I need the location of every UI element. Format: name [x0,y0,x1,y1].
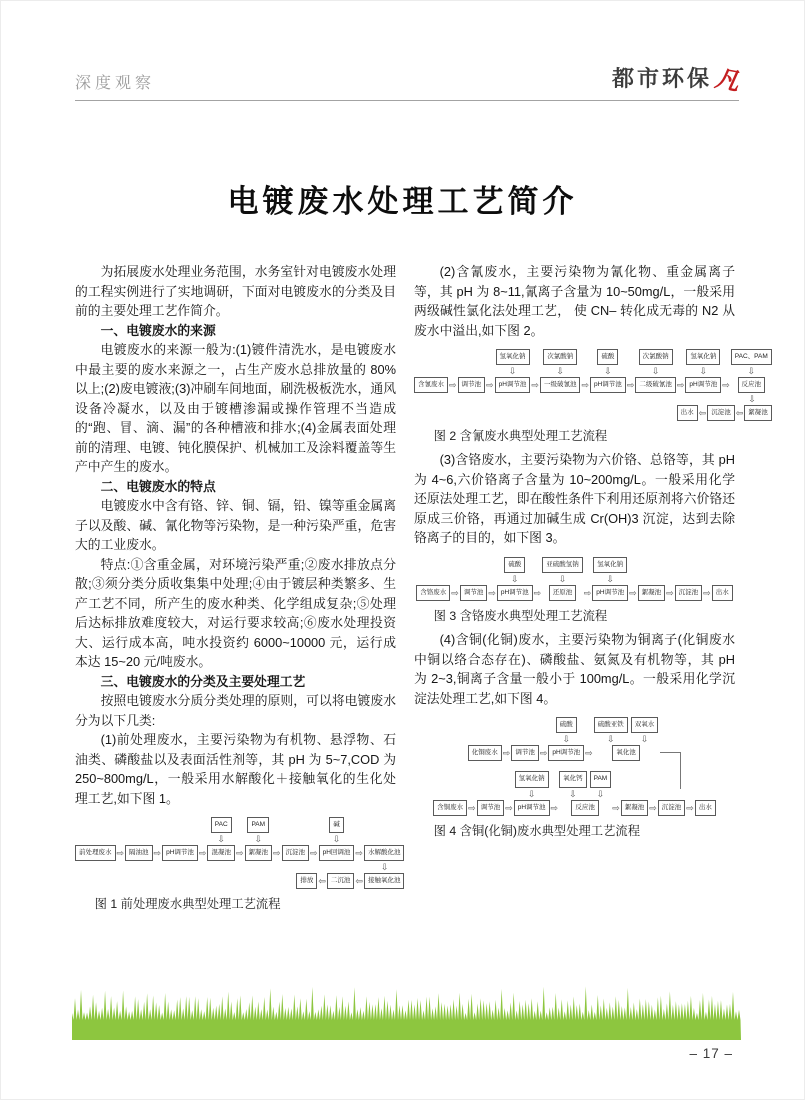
figure4-caption: 图 4 含铜(化铜)废水典型处理工艺流程 [433,823,640,838]
process-box: 二沉池 [327,873,355,889]
process-box: 化铜废水 [468,745,502,761]
arrow-left-icon: ⇦ [698,408,707,419]
arrow-down-icon: ⇩ [748,394,756,405]
arrow-right-icon: ⇨ [629,588,637,599]
reagent-group [211,817,232,845]
flow-unit [207,817,235,861]
paragraph-sources: 电镀废水的来源一般为:(1)镀件清洗水，是电镀废水中最主要的废水来源之一，占生产废水总排放量的 80%以上;(2)废电镀液;(3)冲刷车间地面，刷洗极板洗水，通风设备冷凝水，以及由于镀槽渗漏或操作管理不当造成的“跑、冒、滴、漏”的各种槽液和排水;(4)金属表面处理前的清理、电镀、钝化膜保护、机械加工及涂料覆盖等生产中产生的废水。 [75,342,396,474]
brand-name: 都市环保 [611,66,712,91]
arrow-right-icon: ⇨ [676,380,685,391]
flow-unit [477,800,505,816]
process-box: 含铜废水 [433,800,467,816]
flow-row [433,771,716,815]
figure-1 [75,817,401,889]
process-box: 氧化池 [612,745,640,761]
arrow-down-icon: ⇩ [254,834,263,845]
article-title: 电镀废水处理工艺简介 [227,184,578,219]
process-box: pH调节池 [548,745,584,761]
header-divider [75,100,739,101]
branch-row [75,873,404,889]
reagent [496,349,530,377]
flow-unit [594,717,659,761]
arrow-right-icon: ⇨ [198,848,207,859]
left-column [75,262,401,918]
reagent-box: PAM [247,817,269,833]
arrow-right-icon: ⇨ [666,588,674,599]
process-box: pH调节池 [590,377,626,393]
figure-3 [414,557,735,601]
flow-unit [458,377,486,393]
reagent-group [731,349,772,377]
reagent-group [597,349,618,377]
arrow-down-icon: ⇩ [562,734,571,745]
arrow-down-icon: ⇩ [606,574,614,584]
reagent [597,349,618,377]
flow-unit [542,557,583,601]
process-box: 絮凝池 [245,845,273,861]
flow-unit [75,845,116,861]
arrow-right-icon: ⇨ [116,848,125,859]
arrow-down-icon: ⇩ [699,366,708,377]
arrow-down-icon: ⇩ [606,734,615,745]
branch-row [414,405,772,421]
flow-unit [497,557,533,601]
arrow-right-icon: ⇨ [581,380,589,391]
figure1-caption: 图 1 前处理废水典型处理工艺流程 [94,897,281,912]
arrow-right-icon: ⇨ [703,588,711,599]
arrow-down-icon: ⇩ [380,862,389,873]
reagent [559,771,587,799]
reagent-group [593,557,627,585]
flow-unit [364,845,405,861]
section-heading-2: 二、电镀废水的特点 [100,478,216,494]
flow-unit [414,377,448,393]
process-box: 出水 [677,405,698,421]
flow-section [433,771,716,815]
process-box: 调节池 [460,585,488,601]
flow-unit [540,349,581,393]
reagent-group [247,817,269,845]
reagent-box: 双氧水 [631,717,659,733]
process-box: 二级破氰池 [635,377,676,393]
reagent-box: 次氯酸钠 [639,349,673,365]
process-box: 接触氧化池 [364,873,405,889]
figure-2 [414,349,768,421]
column-section-label: 深度观察 [75,75,156,92]
reagent-group [559,771,611,799]
process-box: 混凝池 [207,845,235,861]
arrow-down-icon: ⇩ [217,834,225,845]
arrow-right-icon: ⇨ [649,802,657,813]
arrow-right-icon: ⇨ [488,588,496,599]
arrow-right-icon: ⇨ [153,848,162,859]
figure-4 [414,717,735,816]
reagent [731,349,772,377]
reagent [542,557,583,585]
flow-unit [282,845,310,861]
reagent [329,817,344,845]
process-box: 反应池 [738,377,766,393]
arrow-down-icon: ⇩ [332,834,341,845]
arrow-right-icon: ⇨ [722,380,730,391]
figure1-flowchart [75,817,404,889]
process-box: 沉淀池 [658,800,686,816]
paragraph-cyanide: (2)含氰废水，主要污染物为氰化物、重金属离子等，其 pH 为 8~11,氰离子含量为 10~50mg/L，一般采用两级碱性氯化法处理工艺， 使 CN– 转化成无毒的 N2 从废水中溢出,如下图 2。 [414,264,735,338]
flow-unit [514,771,550,815]
arrow-down-icon: ⇩ [747,366,756,377]
reagent-group [496,349,530,377]
process-box: 调节池 [511,745,539,761]
process-box: 絮凝池 [744,405,772,421]
reagent-group [329,817,344,845]
arrow-right-icon: ⇨ [550,802,559,813]
reagent-box: 亚硫酸氢钠 [542,557,583,573]
flow-unit [590,349,626,393]
process-box: pH调节池 [162,845,198,861]
article-body [75,262,768,918]
arrow-right-icon: ⇨ [355,848,363,859]
reagent [515,771,549,799]
flow-row [433,717,716,761]
reagent [504,557,525,585]
arrow-right-icon: ⇨ [539,748,548,759]
reagent-box: 次氯酸钠 [543,349,577,365]
flow-unit [460,585,488,601]
reagent-group [594,717,659,745]
process-box: 出水 [712,585,733,601]
flow-unit [511,745,539,761]
arrow-left-icon: ⇦ [355,876,363,887]
process-box: 絮凝池 [638,585,666,601]
arrow-right-icon: ⇨ [502,748,511,759]
process-box: 排放 [296,873,317,889]
flow-unit [433,800,467,816]
paragraph-chromium: (3)含铬废水，主要污染物为六价铬、总铬等，其 pH 为 4~6,六价铬离子含量为 10~200mg/L。一般采用化学还原法处理工艺，即在酸性条件下利用还原剂将六价铬还原成三价铬，再通过加碱生成 Cr(OH)3 沉淀，达到去除铬离子的目的，如下图 3。 [414,452,735,546]
arrow-down-icon: ⇩ [640,734,649,745]
reagent [543,349,577,377]
paragraph-pretreatment: (1)前处理废水，主要污染物为有机物、悬浮物、石油类、磷酸盐以及表面活性剂等，其 pH 为 5~7,COD 为 250~800mg/L，一般采用水解酸化＋接触氧化的生化处理工艺,如下图 1。 [75,732,396,806]
arrow-right-icon: ⇨ [273,848,281,859]
flow-unit [635,349,676,393]
page-number: – 17 – [689,1046,733,1061]
process-box: pH调节池 [514,800,550,816]
process-box: 隔油池 [125,845,153,861]
paragraph-intro: 为拓展废水处理业务范围，水务室针对电镀废水处理的工程实例进行了实地调研，下面对电镀废水的分类及目前的主要处理工艺作简介。 [75,264,396,318]
process-box: pH调节池 [497,585,533,601]
paragraph-classification: 按照电镀废水分质分类处理的原则，可以将电镀废水分为以下几类: [75,693,396,728]
flow-unit [592,557,628,601]
paragraph-features-list: 特点:①含重金属，对环境污染严重;②废水排放点分散;③须分类分质收集集中处理;④由于镀层种类繁多、生产工艺不同，所产生的废水种类、化学组成复杂;⑤处理后达标排放难度较大，对运行要求较高;⑥废水处理投资大、运行成本高，吨水投资约 6000~10000 元，运行成本达 15~20 元/吨废水。 [75,556,396,669]
arrow-right-icon: ⇨ [310,848,318,859]
arrow-down-icon: ⇩ [510,574,519,584]
paragraph-copper: (4)含铜(化铜)废水，主要污染物为铜离子(化铜废水中铜以络合态存在)、磷酸盐、氨氮及有机物等，其 pH 为 2~3,铜离子含量一般小于 100mg/L。一般采用化学沉淀法处理工艺,如下图 4。 [414,632,735,706]
figure4-flowchart [433,717,716,816]
arrow-right-icon: ⇨ [531,380,539,391]
arrow-down-icon: ⇩ [558,574,567,584]
arrow-right-icon: ⇨ [486,380,494,391]
arrow-right-icon: ⇨ [235,848,244,859]
reagent-box: PAC、PAM [731,349,772,365]
reagent-group [556,717,577,745]
figure3-flowchart [416,557,732,601]
flow-unit [685,349,721,393]
process-box: pH调节池 [685,377,721,393]
flow-unit [695,800,716,816]
reagent-box: 硫酸 [556,717,577,733]
process-box: 含铬废水 [416,585,450,601]
process-box: pH调节池 [495,377,531,393]
process-box: 出水 [695,800,716,816]
flow-unit [731,349,772,393]
paragraph-characteristics: 电镀废水中含有铬、锌、铜、镉，铅、镍等重金属离子以及酸、碱、氰化物等污染物，是一种污染严重，危害大的工业废水。 [75,498,396,552]
process-box: pH调节池 [592,585,628,601]
reagent-box: 氢氧化钠 [496,349,530,365]
flow-branch [75,862,404,889]
flow-unit [658,800,686,816]
reagent-box: PAC [211,817,232,833]
reagent-group [504,557,525,585]
reagent [247,817,269,845]
reagent-box: 硫酸亚铁 [594,717,628,733]
process-box: 絮凝池 [621,800,649,816]
arrow-down-icon: ⇩ [604,366,612,377]
figure2-flowchart [414,349,772,421]
right-column [414,262,768,918]
figure2-caption: 图 2 含氰废水典型处理工艺流程 [433,429,608,444]
reagent-group [542,557,583,585]
flow-unit [162,845,198,861]
flow-unit [638,585,666,601]
reagent-box: 氢氧化钠 [515,771,549,787]
arrow-down-icon: ⇩ [569,788,577,799]
arrow-right-icon: ⇨ [626,380,635,391]
process-box: 水解酸化池 [364,845,405,861]
flow-row [414,349,772,393]
process-box: 前处理废水 [75,845,116,861]
arrow-right-icon: ⇨ [583,588,592,599]
section-heading-3: 三、电镀废水的分类及主要处理工艺 [100,673,306,689]
process-box: 一级破氰池 [540,377,581,393]
flow-row [416,557,732,601]
reagent [593,557,627,585]
arrow-left-icon: ⇦ [735,408,744,419]
process-box: 反应池 [571,800,599,816]
reagent [686,349,720,377]
process-box: 调节池 [477,800,505,816]
arrow-down-icon: ⇩ [556,366,564,377]
reagent-box: 氢氧化钠 [593,557,627,573]
process-box: pH回调池 [319,845,355,861]
arrow-right-icon: ⇨ [449,380,457,391]
flow-unit [621,800,649,816]
arrow-right-icon: ⇨ [686,802,694,813]
arrow-right-icon: ⇨ [505,802,513,813]
flow-branch [414,394,772,421]
arrow-right-icon: ⇨ [612,802,620,813]
flow-section [433,717,716,761]
magazine-brand [611,62,742,96]
reagent [631,717,659,745]
arrow-right-icon: ⇨ [533,588,542,599]
process-box: 含氰废水 [414,377,448,393]
reagent [211,817,232,845]
flow-row [75,817,404,861]
reagent-group [686,349,720,377]
arrow-left-icon: ⇦ [318,876,326,887]
process-box: 还原池 [549,585,577,601]
flow-unit [495,349,531,393]
reagent [639,349,673,377]
reagent-box: 硫酸 [504,557,525,573]
reagent-group [639,349,673,377]
arrow-down-icon: ⇩ [651,366,660,377]
process-box: 调节池 [458,377,486,393]
reagent-group [543,349,577,377]
process-box: 沉淀池 [707,405,735,421]
flow-unit [125,845,153,861]
flow-unit [559,771,611,815]
page-header [75,62,742,96]
reagent-box: PAM [590,771,612,787]
flow-unit [468,745,502,761]
reagent-box: 氢氧化钠 [686,349,720,365]
reagent-box: 氧化钙 [559,771,587,787]
figure3-caption: 图 3 含铬废水典型处理工艺流程 [433,609,608,624]
flow-unit [319,817,355,861]
arrow-down-icon: ⇩ [596,788,605,799]
flow-unit [675,585,703,601]
flow-unit [416,585,450,601]
reagent [594,717,628,745]
process-box: 沉淀池 [675,585,703,601]
reagent-box: 硫酸 [597,349,618,365]
process-box: 沉淀池 [282,845,310,861]
arrow-right-icon: ⇨ [451,588,459,599]
arrow-down-icon: ⇩ [527,788,536,799]
flow-unit [712,585,733,601]
grass-decoration [72,984,741,1040]
arrow-down-icon: ⇩ [508,366,517,377]
reagent-group [515,771,549,799]
arrow-right-icon: ⇨ [585,748,593,759]
reagent [590,771,612,799]
brand-logo-icon: 凡 [712,66,742,96]
reagent [556,717,577,745]
flow-unit [548,717,584,761]
reagent-box: 碱 [329,817,344,833]
flow-unit [245,817,273,861]
arrow-right-icon: ⇨ [468,802,476,813]
section-heading-1: 一、电镀废水的来源 [100,322,216,338]
